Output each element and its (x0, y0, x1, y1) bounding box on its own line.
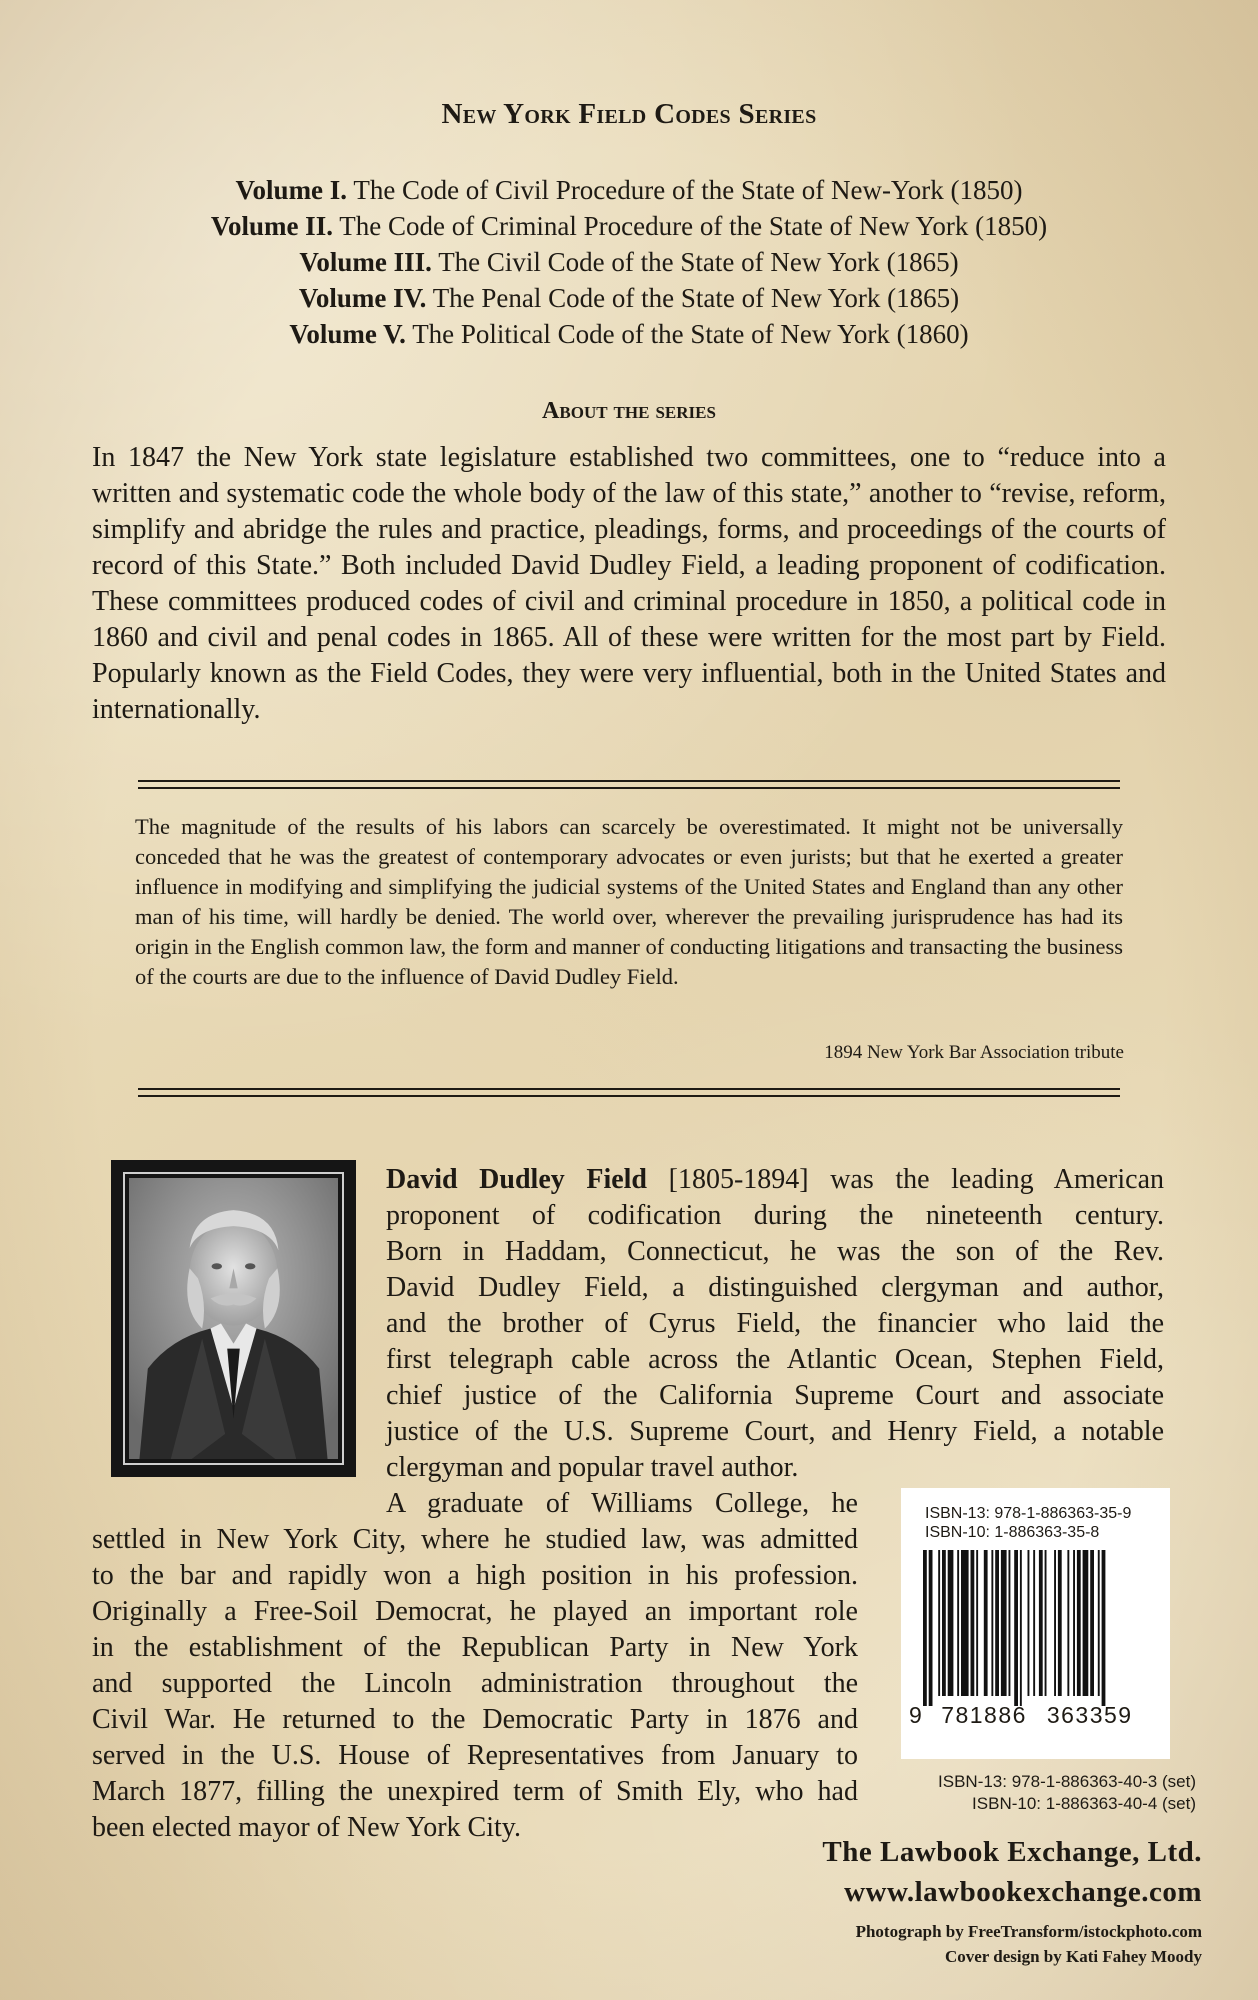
barcode-bar (1054, 1550, 1056, 1696)
barcode-bars (923, 1550, 1148, 1706)
barcode-bar (938, 1550, 940, 1696)
barcode-bar (923, 1550, 927, 1706)
barcode-bar (1001, 1550, 1007, 1696)
publisher-name: The Lawbook Exchange, Ltd. (822, 1836, 1202, 1868)
volume-item (0, 244, 1258, 280)
bio-line: chief justice of the California Supreme Court and associate (386, 1380, 1164, 1411)
barcode-digits: 9 781886 363359 (909, 1702, 1133, 1728)
double-rule-divider (138, 1088, 1120, 1097)
set-isbn13: ISBN-13: 978-1-886363-40-3 (set) (938, 1772, 1196, 1791)
barcode-bar (1073, 1550, 1075, 1696)
volume-title: The Code of Criminal Procedure of the State of New York (1850) (339, 211, 1048, 241)
portrait-photo (111, 1160, 356, 1477)
barcode-bar (1028, 1550, 1030, 1696)
barcode-bar (1009, 1550, 1011, 1696)
bio-line: A graduate of Williams College, he (386, 1488, 858, 1519)
volume-title: The Code of Civil Procedure of the State of New-York (1850) (353, 175, 1023, 205)
bio-line: Civil War. He returned to the Democratic Party in 1876 and (92, 1704, 858, 1735)
bio-line: clergyman and popular travel author. (386, 1452, 799, 1483)
bio-line: David Dudley Field [1805-1894] was the leading American (386, 1164, 1165, 1195)
barcode-bar (1102, 1550, 1106, 1706)
barcode-bar (1033, 1550, 1035, 1696)
barcode-bar (1045, 1550, 1047, 1696)
photo-credit: Photograph by FreeTransform/istockphoto.com (855, 1922, 1202, 1941)
volume-title: The Penal Code of the State of New York (1865) (432, 283, 960, 313)
bio-line: to the bar and rapidly won a high position in his profession. (92, 1560, 858, 1591)
bio-line: proponent of codification during the nineteenth century. (386, 1200, 1164, 1231)
bio-line: settled in New York City, where he studied law, was admitted (92, 1524, 858, 1555)
bio-line: justice of the U.S. Supreme Court, and Henry Field, a notable (386, 1416, 1164, 1447)
bio-line: in the establishment of the Republican Party in New York (92, 1632, 858, 1663)
barcode-label (901, 1488, 1170, 1759)
barcode-isbn13: ISBN-13: 978-1-886363-35-9 (925, 1505, 1132, 1522)
bio-line: and the brother of Cyrus Field, the financier who laid the (386, 1308, 1164, 1339)
barcode-bar (1058, 1550, 1062, 1696)
quote-attribution: 1894 New York Bar Association tribute (824, 1042, 1124, 1063)
barcode-bar (929, 1550, 933, 1706)
barcode-bar (1014, 1550, 1018, 1706)
volume-label: Volume II. (210, 211, 333, 241)
bio-line: March 1877, filling the unexpired term of Smith Ely, who had (92, 1776, 858, 1807)
barcode-bar (961, 1550, 969, 1696)
barcode-bar (1098, 1550, 1100, 1696)
volume-item (0, 280, 1258, 316)
volume-label: Volume IV. (298, 283, 427, 313)
barcode-isbn10: ISBN-10: 1-886363-35-8 (925, 1524, 1100, 1541)
volume-title: The Civil Code of the State of New York (1865) (438, 247, 959, 277)
volume-label: Volume III. (299, 247, 432, 277)
bio-line: Originally a Free-Soil Democrat, he played an important role (92, 1596, 858, 1627)
barcode-bar (1039, 1550, 1043, 1696)
barcode-bar (942, 1550, 946, 1696)
series-title: New York Field Codes Series (441, 98, 817, 130)
bio-line: served in the U.S. House of Representatives from January to (92, 1740, 858, 1771)
volume-title: The Political Code of the State of New York (1860) (412, 319, 969, 349)
volume-item (0, 208, 1258, 244)
barcode-bar (1020, 1550, 1022, 1706)
barcode-bar (971, 1550, 975, 1696)
double-rule-divider (138, 780, 1120, 789)
bio-line: first telegraph cable across the Atlantic Ocean, Stephen Field, (386, 1344, 1164, 1375)
volume-list (0, 172, 1258, 352)
bio-name: David Dudley Field (386, 1164, 648, 1195)
set-isbn10: ISBN-10: 1-886363-40-4 (set) (972, 1794, 1196, 1813)
barcode-bar (948, 1550, 954, 1696)
about-heading: About the series (542, 398, 716, 424)
bio-line: David Dudley Field, a distinguished clergyman and author, (386, 1272, 1164, 1303)
design-credit: Cover design by Kati Fahey Moody (944, 1947, 1202, 1966)
barcode-bar (984, 1550, 988, 1696)
volume-item (0, 172, 1258, 208)
barcode-bar (976, 1550, 978, 1696)
volume-item (0, 316, 1258, 352)
barcode-bar (1090, 1550, 1094, 1696)
barcode-bar (957, 1550, 959, 1696)
about-paragraph: In 1847 the New York state legislature established two committees, one to “reduce into a written and systematic code the whole body of the law of this state,” another to “revise, reform, simplify and abridge the rules and practice, pleadings, forms, and proceedings of the courts of record of this State.” Both included David Dudley Field, a leading proponent of codification. These committees produced codes of civil and criminal procedure in 1850, a political code in 1860 and civil and penal codes in 1865. All of these were written for the most part by Field. Popularly known as the Field Codes, they were very influential, both in the United States and internationally. (92, 442, 1166, 725)
barcode-bar (991, 1550, 993, 1696)
bio-line: been elected mayor of New York City. (92, 1812, 521, 1843)
publisher-website: www.lawbookexchange.com (844, 1876, 1202, 1908)
volume-label: Volume I. (235, 175, 348, 205)
bio-line: and supported the Lincoln administration throughout the (92, 1668, 858, 1699)
tribute-quote: The magnitude of the results of his labors can scarcely be overestimated. It might not be universally conceded that he was the greatest of contemporary advocates or even jurists; but that he exerted a greater influence in modifying and simplifying the judicial systems of the United States and England than any other man of his time, will hardly be denied. The world over, wherever the prevailing jurisprudence has had its origin in the English common law, the form and manner of conducting litigations and transacting the business of the courts are due to the influence of David Dudley Field. (135, 814, 1123, 989)
barcode-bar (1067, 1550, 1069, 1696)
barcode-bar (1077, 1550, 1081, 1696)
barcode-bar (995, 1550, 999, 1696)
volume-label: Volume V. (289, 319, 406, 349)
portrait-image (129, 1178, 338, 1459)
barcode-bar (1083, 1550, 1089, 1696)
bio-line: Born in Haddam, Connecticut, he was the son of the Rev. (386, 1236, 1164, 1267)
